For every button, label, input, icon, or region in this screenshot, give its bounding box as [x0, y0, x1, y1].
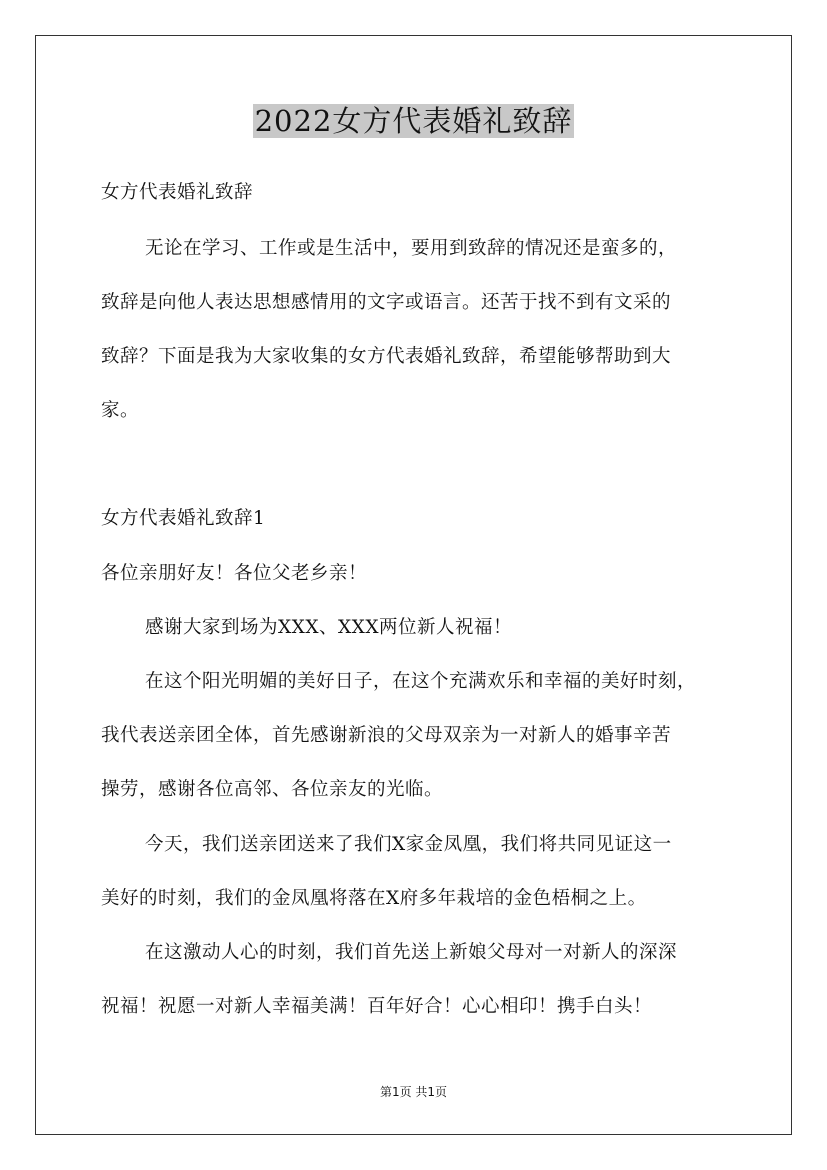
section-heading: 女方代表婚礼致辞 — [101, 182, 254, 203]
paragraph-line: 致辞是向他人表达思想感情用的文字或语言。还苦于找不到有文采的 — [101, 292, 672, 313]
paragraph-line: 祝福！祝愿一对新人幸福美满！百年好合！心心相印！携手白头！ — [101, 996, 653, 1017]
page-number: 第1页 共1页 — [379, 1085, 448, 1099]
paragraph-line: 操劳，感谢各位高邻、各位亲友的光临。 — [101, 779, 444, 800]
paragraph-line: 致辞？下面是我为大家收集的女方代表婚礼致辞，希望能够帮助到大 — [101, 346, 672, 367]
paragraph-line: 在这个阳光明媚的美好日子，在这个充满欢乐和幸福的美好时刻， — [145, 671, 697, 692]
document-title: 2022女方代表婚礼致辞 — [254, 104, 573, 138]
paragraph-line: 我代表送亲团全体，首先感谢新浪的父母双亲为一对新人的婚事辛苦 — [101, 725, 672, 746]
paragraph-line: 美好的时刻，我们的金凤凰将落在X府多年栽培的金色梧桐之上。 — [101, 888, 647, 909]
paragraph-line: 在这激动人心的时刻，我们首先送上新娘父母对一对新人的深深 — [145, 942, 678, 963]
paragraph-line: 无论在学习、工作或是生活中，要用到致辞的情况还是蛮多的， — [145, 238, 678, 259]
section-heading: 女方代表婚礼致辞1 — [101, 508, 266, 529]
paragraph-line: 感谢大家到场为XXX、XXX两位新人祝福！ — [145, 617, 513, 638]
document-title-container — [0, 100, 827, 142]
paragraph-line: 家。 — [101, 400, 140, 421]
paragraph-line: 各位亲朋好友！各位父老乡亲！ — [101, 563, 368, 584]
paragraph-line: 今天，我们送亲团送来了我们X家金凤凰，我们将共同见证这一 — [145, 834, 672, 855]
